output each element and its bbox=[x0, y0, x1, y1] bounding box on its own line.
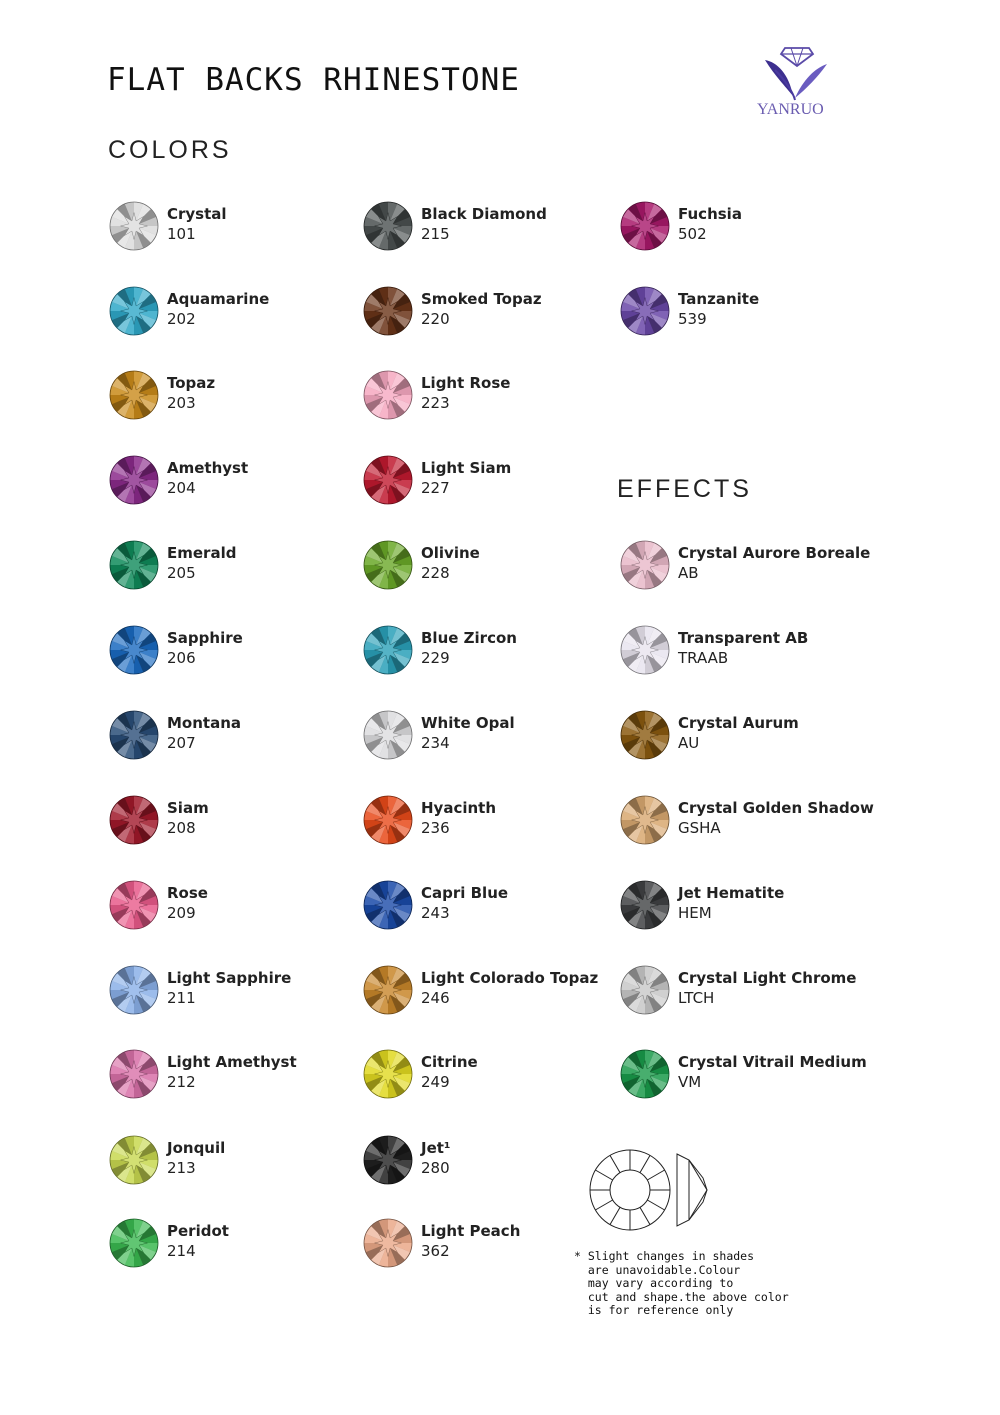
effects-heading: EFFECTS bbox=[617, 475, 752, 503]
rhinestone-swatch-icon bbox=[109, 1135, 159, 1185]
rhinestone-swatch-icon bbox=[109, 540, 159, 590]
swatch-code: 234 bbox=[421, 734, 450, 752]
swatch-name: Jet Hematite bbox=[678, 884, 785, 902]
swatch-name: Light Colorado Topaz bbox=[421, 969, 599, 987]
swatch-jonquil bbox=[109, 1135, 359, 1189]
swatch-name: Light Peach bbox=[421, 1222, 521, 1240]
swatch-topaz bbox=[109, 370, 359, 424]
swatch-code: 204 bbox=[167, 479, 196, 497]
swatch-name: Crystal Light Chrome bbox=[678, 969, 857, 987]
swatch-peridot bbox=[109, 1218, 359, 1272]
swatch-smoked-topaz bbox=[363, 286, 613, 340]
swatch-code: 220 bbox=[421, 310, 450, 328]
rhinestone-swatch-icon bbox=[109, 201, 159, 251]
swatch-name: Crystal Aurore Boreale bbox=[678, 544, 871, 562]
swatch-tanzanite bbox=[620, 286, 870, 340]
swatch-name: Peridot bbox=[167, 1222, 229, 1240]
swatch-light-sapphire bbox=[109, 965, 359, 1019]
swatch-code: 211 bbox=[167, 989, 196, 1007]
rhinestone-swatch-icon bbox=[363, 455, 413, 505]
swatch-crystal-aurum bbox=[620, 710, 870, 764]
swatch-code: 213 bbox=[167, 1159, 196, 1177]
swatch-emerald bbox=[109, 540, 359, 594]
swatch-name: Crystal Vitrail Medium bbox=[678, 1053, 867, 1071]
swatch-light-colorado-topaz bbox=[363, 965, 613, 1019]
swatch-code: 227 bbox=[421, 479, 450, 497]
swatch-name: Blue Zircon bbox=[421, 629, 517, 647]
rhinestone-swatch-icon bbox=[109, 795, 159, 845]
swatch-name: Olivine bbox=[421, 544, 480, 562]
rhinestone-swatch-icon bbox=[363, 710, 413, 760]
swatch-code: 214 bbox=[167, 1242, 196, 1260]
swatch-jet bbox=[363, 1135, 613, 1189]
rhinestone-swatch-icon bbox=[363, 540, 413, 590]
swatch-aquamarine bbox=[109, 286, 359, 340]
page-title: FLAT BACKS RHINESTONE bbox=[107, 62, 520, 98]
rhinestone-swatch-icon bbox=[109, 880, 159, 930]
swatch-name: White Opal bbox=[421, 714, 515, 732]
swatch-siam bbox=[109, 795, 359, 849]
swatch-name: Topaz bbox=[167, 374, 216, 392]
swatch-name: Emerald bbox=[167, 544, 237, 562]
swatch-code: 209 bbox=[167, 904, 196, 922]
swatch-code: 202 bbox=[167, 310, 196, 328]
swatch-code: 539 bbox=[678, 310, 707, 328]
rhinestone-swatch-icon bbox=[363, 625, 413, 675]
swatch-crystal-golden-shadow bbox=[620, 795, 874, 849]
swatch-name: Light Sapphire bbox=[167, 969, 292, 987]
swatch-code: GSHA bbox=[678, 819, 721, 837]
swatch-name: Sapphire bbox=[167, 629, 243, 647]
swatch-light-rose bbox=[363, 370, 613, 424]
swatch-fuchsia bbox=[620, 201, 870, 255]
swatch-olivine bbox=[363, 540, 613, 594]
swatch-code: 249 bbox=[421, 1073, 450, 1091]
swatch-blue-zircon bbox=[363, 625, 613, 679]
rhinestone-swatch-icon bbox=[363, 1218, 413, 1268]
swatch-name: Crystal Golden Shadow bbox=[678, 799, 874, 817]
swatch-name: Jonquil bbox=[167, 1139, 226, 1157]
swatch-citrine bbox=[363, 1049, 613, 1103]
swatch-name: Crystal bbox=[167, 205, 227, 223]
rhinestone-swatch-icon bbox=[109, 965, 159, 1015]
rhinestone-cut-diagram bbox=[585, 1148, 725, 1238]
swatch-jet-hematite bbox=[620, 880, 870, 934]
swatch-name: Citrine bbox=[421, 1053, 478, 1071]
swatch-code: AB bbox=[678, 564, 699, 582]
rhinestone-swatch-icon bbox=[363, 1135, 413, 1185]
swatch-code: 228 bbox=[421, 564, 450, 582]
swatch-name: Black Diamond bbox=[421, 205, 547, 223]
swatch-code: HEM bbox=[678, 904, 712, 922]
rhinestone-swatch-icon bbox=[620, 965, 670, 1015]
swatch-code: 208 bbox=[167, 819, 196, 837]
rhinestone-swatch-icon bbox=[620, 540, 670, 590]
swatch-name: Smoked Topaz bbox=[421, 290, 542, 308]
rhinestone-swatch-icon bbox=[620, 880, 670, 930]
swatch-code: 243 bbox=[421, 904, 450, 922]
rhinestone-swatch-icon bbox=[363, 286, 413, 336]
swatch-name: Light Siam bbox=[421, 459, 512, 477]
swatch-code: LTCH bbox=[678, 989, 715, 1007]
swatch-code: 207 bbox=[167, 734, 196, 752]
rhinestone-swatch-icon bbox=[363, 880, 413, 930]
swatch-sapphire bbox=[109, 625, 359, 679]
swatch-code: 212 bbox=[167, 1073, 196, 1091]
swatch-name: Rose bbox=[167, 884, 208, 902]
rhinestone-swatch-icon bbox=[620, 625, 670, 675]
swatch-name: Tanzanite bbox=[678, 290, 760, 308]
brand-name: YANRUO bbox=[757, 101, 824, 118]
rhinestone-swatch-icon bbox=[363, 965, 413, 1015]
swatch-light-amethyst bbox=[109, 1049, 359, 1103]
swatch-name: Hyacinth bbox=[421, 799, 497, 817]
colors-heading: COLORS bbox=[108, 136, 232, 164]
swatch-crystal-aurore-boreale bbox=[620, 540, 870, 594]
swatch-hyacinth bbox=[363, 795, 613, 849]
rhinestone-swatch-icon bbox=[109, 1218, 159, 1268]
swatch-montana bbox=[109, 710, 359, 764]
swatch-code: 502 bbox=[678, 225, 707, 243]
rhinestone-swatch-icon bbox=[109, 625, 159, 675]
rhinestone-swatch-icon bbox=[109, 286, 159, 336]
swatch-code: 362 bbox=[421, 1242, 450, 1260]
swatch-code: 229 bbox=[421, 649, 450, 667]
swatch-code: 203 bbox=[167, 394, 196, 412]
swatch-capri-blue bbox=[363, 880, 613, 934]
swatch-crystal-light-chrome bbox=[620, 965, 870, 1019]
rhinestone-swatch-icon bbox=[363, 1049, 413, 1099]
swatch-code: 236 bbox=[421, 819, 450, 837]
rhinestone-swatch-icon bbox=[620, 201, 670, 251]
rhinestone-swatch-icon bbox=[109, 455, 159, 505]
rhinestone-swatch-icon bbox=[620, 1049, 670, 1099]
swatch-name: Crystal Aurum bbox=[678, 714, 799, 732]
swatch-name: Light Amethyst bbox=[167, 1053, 297, 1071]
swatch-black-diamond bbox=[363, 201, 613, 255]
rhinestone-swatch-icon bbox=[620, 710, 670, 760]
swatch-light-siam bbox=[363, 455, 613, 509]
rhinestone-swatch-icon bbox=[109, 1049, 159, 1099]
swatch-name: Jet¹ bbox=[421, 1139, 451, 1157]
swatch-name: Siam bbox=[167, 799, 209, 817]
swatch-code: 280 bbox=[421, 1159, 450, 1177]
swatch-code: 101 bbox=[167, 225, 196, 243]
disclaimer-note: * Slight changes in shades are unavoidable.Colour may vary according to cut and shape.the above color is for reference only bbox=[574, 1249, 789, 1317]
rhinestone-swatch-icon bbox=[109, 370, 159, 420]
swatch-code: 206 bbox=[167, 649, 196, 667]
swatch-name: Fuchsia bbox=[678, 205, 742, 223]
swatch-code: VM bbox=[678, 1073, 702, 1091]
swatch-crystal-vitrail-medium bbox=[620, 1049, 870, 1103]
swatch-name: Transparent AB bbox=[678, 629, 809, 647]
swatch-name: Aquamarine bbox=[167, 290, 270, 308]
swatch-code: 246 bbox=[421, 989, 450, 1007]
swatch-name: Light Rose bbox=[421, 374, 511, 392]
swatch-code: 205 bbox=[167, 564, 196, 582]
swatch-name: Montana bbox=[167, 714, 242, 732]
swatch-transparent-ab bbox=[620, 625, 870, 679]
swatch-crystal bbox=[109, 201, 359, 255]
swatch-amethyst bbox=[109, 455, 359, 509]
swatch-code: AU bbox=[678, 734, 700, 752]
swatch-white-opal bbox=[363, 710, 613, 764]
rhinestone-swatch-icon bbox=[363, 201, 413, 251]
swatch-name: Capri Blue bbox=[421, 884, 509, 902]
swatch-code: TRAAB bbox=[678, 649, 729, 667]
rhinestone-swatch-icon bbox=[109, 710, 159, 760]
swatch-name: Amethyst bbox=[167, 459, 249, 477]
swatch-code: 215 bbox=[421, 225, 450, 243]
rhinestone-swatch-icon bbox=[620, 795, 670, 845]
rhinestone-swatch-icon bbox=[363, 370, 413, 420]
swatch-code: 223 bbox=[421, 394, 450, 412]
rhinestone-swatch-icon bbox=[363, 795, 413, 845]
swatch-rose bbox=[109, 880, 359, 934]
rhinestone-swatch-icon bbox=[620, 286, 670, 336]
